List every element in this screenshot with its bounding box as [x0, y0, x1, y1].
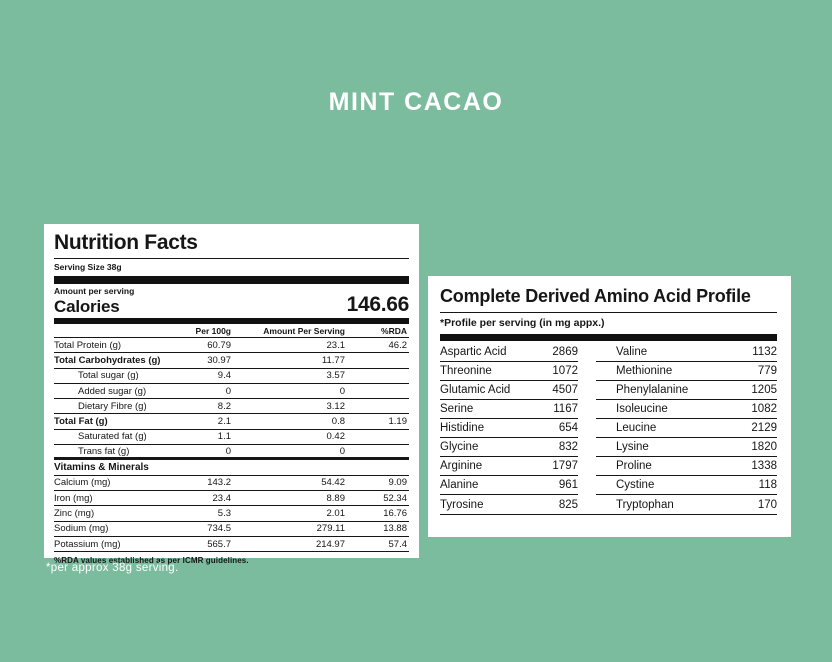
row-label: Potassium (mg): [54, 538, 121, 550]
amino-value: 170: [757, 498, 777, 511]
calories-value: 146.66: [346, 293, 409, 316]
amino-value: 2869: [552, 346, 578, 358]
rda-footnote: %RDA values established as per ICMR guidelines.: [54, 556, 249, 566]
value-rda: 46.2: [388, 339, 407, 351]
value-rda: 9.09: [388, 477, 407, 489]
value-amount-per-serving: 2.01: [326, 507, 345, 519]
value-amount-per-serving: 8.89: [326, 492, 345, 504]
value-per-100g: 2.1: [217, 416, 231, 428]
column-header-per-100g: Per 100g: [195, 326, 231, 336]
amino-value: 1072: [552, 365, 578, 377]
value-amount-per-serving: 0: [339, 445, 345, 457]
value-amount-per-serving: 0.42: [326, 431, 345, 443]
value-rda: 13.88: [383, 523, 407, 535]
table-row: [54, 476, 409, 491]
amino-row: [596, 381, 777, 400]
amino-row: [440, 457, 578, 476]
value-rda: 1.19: [388, 416, 407, 428]
amino-value: 1167: [553, 403, 578, 415]
amino-value: 4507: [552, 384, 578, 396]
value-amount-per-serving: 3.57: [326, 370, 345, 382]
amino-name: Alanine: [440, 479, 479, 491]
table-header-row: [54, 325, 409, 338]
column-header-rda: %RDA: [381, 326, 407, 336]
amino-name: Serine: [440, 403, 474, 415]
amino-value: 1132: [752, 346, 777, 358]
table-row: [54, 369, 409, 384]
amino-name: Threonine: [440, 365, 492, 377]
value-per-100g: 565.7: [207, 538, 231, 550]
row-label: Saturated fat (g): [78, 431, 147, 443]
table-row: [54, 353, 409, 368]
value-per-100g: 0: [225, 445, 231, 457]
table-row: [54, 537, 409, 552]
amino-row: [596, 476, 777, 495]
amino-value: 1082: [751, 403, 777, 415]
row-label: Total Fat (g): [54, 416, 108, 428]
amino-name: Arginine: [440, 460, 483, 472]
amino-name: Methionine: [616, 365, 673, 377]
page-title: MINT CACAO: [328, 88, 504, 116]
amino-value: 654: [558, 422, 578, 434]
amino-name: Leucine: [616, 422, 657, 434]
calories-row: [54, 284, 409, 318]
amino-value: 961: [558, 479, 578, 491]
row-label: Added sugar (g): [78, 385, 147, 397]
amino-name: Proline: [616, 460, 652, 472]
nutrition-facts-title: Nutrition Facts: [54, 231, 409, 259]
row-label: Calcium (mg): [54, 477, 111, 489]
amino-name: Phenylalanine: [616, 384, 689, 396]
amino-row: [440, 400, 578, 419]
table-row: [54, 338, 409, 353]
value-per-100g: 734.5: [207, 523, 231, 535]
amino-name: Histidine: [440, 422, 485, 434]
value-amount-per-serving: 54.42: [321, 477, 345, 489]
amino-value: 1338: [751, 460, 777, 472]
row-label: Iron (mg): [54, 492, 93, 504]
amino-name: Tyrosine: [440, 498, 484, 511]
value-amount-per-serving: 214.97: [315, 538, 345, 550]
amino-value: 825: [558, 498, 578, 511]
amino-row: [440, 438, 578, 457]
amino-value: 1205: [751, 384, 777, 396]
table-row: [54, 384, 409, 399]
value-amount-per-serving: 279.11: [316, 523, 345, 535]
column-header-amount-per-serving: Amount Per Serving: [263, 326, 345, 336]
divider-bar: [54, 276, 409, 284]
section-label: Vitamins & Minerals: [54, 462, 149, 474]
amino-name: Valine: [616, 346, 648, 358]
amino-row: [440, 476, 578, 495]
amino-table-right-column: [596, 343, 777, 514]
amino-row: [440, 343, 578, 362]
row-label: Total sugar (g): [78, 370, 139, 382]
divider-bar: [54, 318, 409, 324]
amino-value: 1797: [552, 460, 578, 472]
table-row: [54, 414, 409, 429]
amino-profile-title: Complete Derived Amino Acid Profile: [440, 286, 777, 313]
serving-size: Serving Size 38g: [54, 262, 122, 272]
value-per-100g: 9.4: [217, 370, 231, 382]
nutrition-facts-card: [44, 224, 419, 566]
amino-name: Isoleucine: [616, 403, 668, 415]
value-rda: 57.4: [388, 538, 407, 550]
amino-row: [596, 457, 777, 476]
nutrition-table-body: [54, 338, 409, 552]
value-per-100g: 5.3: [217, 507, 231, 519]
amino-row: [596, 400, 777, 419]
row-label: Sodium (mg): [54, 523, 109, 535]
amino-row: [596, 495, 777, 514]
value-amount-per-serving: 11.77: [321, 354, 345, 366]
amino-table: [440, 343, 777, 515]
amino-value: 118: [758, 479, 777, 491]
value-per-100g: 0: [225, 385, 231, 397]
row-label: Total Carbohydrates (g): [54, 354, 161, 366]
value-per-100g: 1.1: [217, 431, 231, 443]
table-row: [54, 506, 409, 521]
amino-value: 1820: [751, 441, 777, 453]
value-per-100g: 30.97: [207, 354, 231, 366]
amino-name: Lysine: [616, 441, 649, 453]
amino-row: [440, 419, 578, 438]
calories-label: Calories: [54, 297, 120, 316]
amino-row: [440, 381, 578, 400]
value-per-100g: 60.79: [207, 339, 231, 351]
value-per-100g: 8.2: [217, 400, 231, 412]
amino-row: [596, 438, 777, 457]
row-label: Total Protein (g): [54, 339, 122, 351]
row-label: Zinc (mg): [54, 507, 95, 519]
amino-value: 832: [558, 441, 578, 453]
amino-row: [596, 362, 777, 381]
amino-value: 779: [757, 365, 777, 377]
value-per-100g: 23.4: [212, 492, 231, 504]
value-rda: 52.34: [383, 492, 407, 504]
table-row: [54, 491, 409, 506]
amino-name: Glutamic Acid: [440, 384, 511, 396]
amino-row: [440, 362, 578, 381]
amino-profile-subtitle: *Profile per serving (in mg appx.): [440, 317, 605, 329]
amino-value: 2129: [751, 422, 777, 434]
amino-row: [596, 419, 777, 438]
row-label: Dietary Fibre (g): [78, 400, 147, 412]
table-row: [54, 445, 409, 460]
serving-footnote: *per approx 38g serving.: [46, 562, 179, 574]
amino-name: Tryptophan: [616, 498, 674, 511]
value-amount-per-serving: 0: [339, 385, 345, 397]
divider-bar: [440, 334, 777, 341]
value-amount-per-serving: 0.8: [331, 416, 345, 428]
amino-acid-profile-card: [428, 276, 791, 537]
amino-name: Cystine: [616, 479, 655, 491]
value-per-100g: 143.2: [207, 477, 231, 489]
amino-name: Aspartic Acid: [440, 346, 507, 358]
amino-row: [596, 343, 777, 362]
value-amount-per-serving: 3.12: [326, 400, 345, 412]
table-row: [54, 399, 409, 414]
amount-per-serving-label: Amount per serving: [54, 286, 135, 296]
amino-row: [440, 495, 578, 514]
table-row: [54, 460, 409, 475]
amino-name: Glycine: [440, 441, 479, 453]
table-row: [54, 430, 409, 445]
value-rda: 16.76: [383, 507, 407, 519]
amino-table-left-column: [440, 343, 578, 514]
value-amount-per-serving: 23.1: [326, 339, 345, 351]
row-label: Trans fat (g): [78, 445, 130, 457]
table-row: [54, 522, 409, 537]
